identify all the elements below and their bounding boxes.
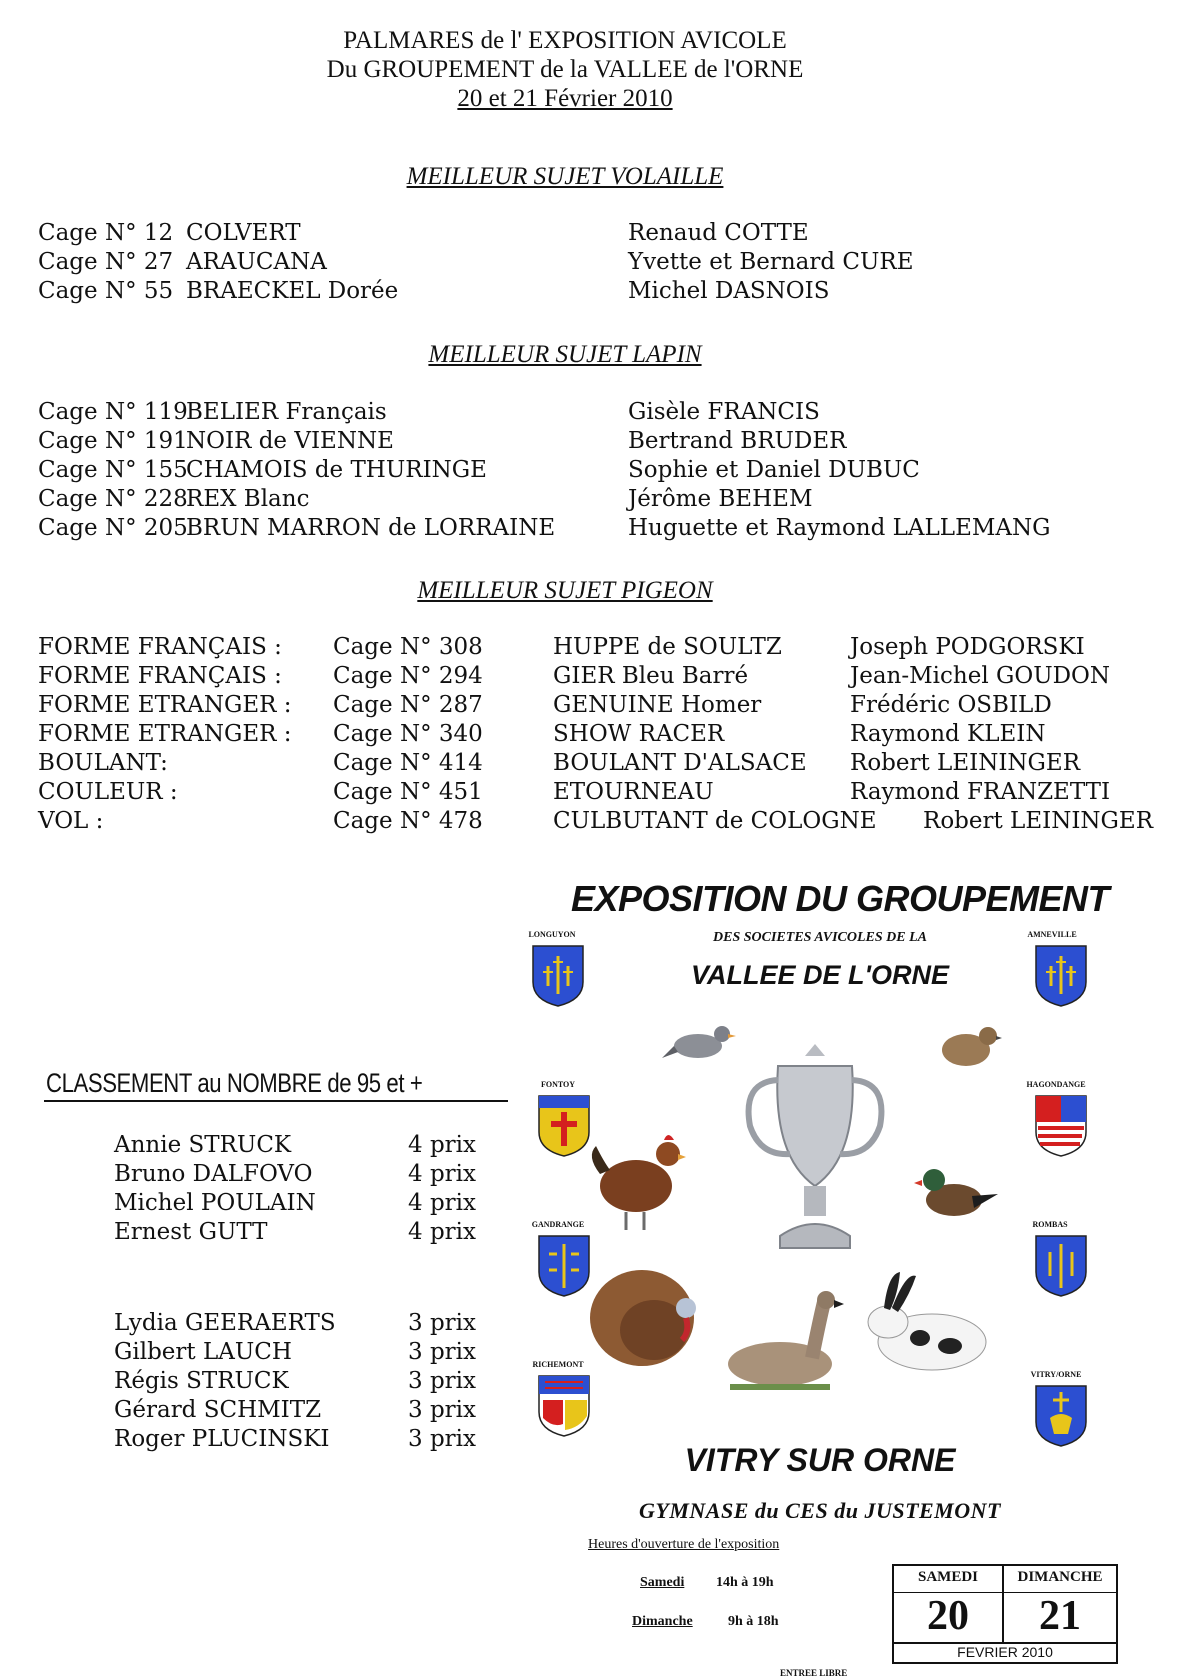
pigeon-icon (660, 1018, 740, 1068)
doc-title-line2: Du GROUPEMENT de la VALLEE de l'ORNE (326, 56, 804, 83)
quail-icon (930, 1020, 1006, 1072)
goose-icon (720, 1288, 850, 1398)
lapin-owner: Sophie et Daniel DUBUC (628, 457, 920, 483)
lapin-breed: BELIER Français (186, 399, 387, 425)
poster-vallee: VALLEE DE L'ORNE (691, 960, 949, 990)
volaille-breed: BRAECKEL Dorée (186, 278, 399, 304)
volaille-owner: Michel DASNOIS (628, 278, 830, 304)
prize-count: 3 prix (408, 1310, 476, 1336)
calendar-month: FEVRIER 2010 (957, 1644, 1053, 1660)
lapin-cage: Cage N° 205 (38, 515, 188, 541)
lapin-breed: BRUN MARRON de LORRAINE (186, 515, 556, 541)
crest-label-rombas: ROMBAS (1032, 1220, 1068, 1229)
doc-title-line1: PALMARES de l' EXPOSITION AVICOLE (343, 27, 787, 54)
lapin-breed: NOIR de VIENNE (186, 428, 394, 454)
volaille-cage: Cage N° 27 (38, 249, 174, 275)
exhibitor-name: Régis STRUCK (114, 1368, 289, 1394)
lapin-owner: Bertrand BRUDER (628, 428, 847, 454)
pigeon-cage: Cage N° 451 (333, 779, 483, 805)
calendar-num1: 20 (927, 1593, 969, 1639)
pigeon-cage: Cage N° 294 (333, 663, 483, 689)
prize-count: 4 prix (408, 1161, 476, 1187)
pigeon-cage: Cage N° 414 (333, 750, 483, 776)
prize-count: 3 prix (408, 1426, 476, 1452)
calendar-num2: 21 (1039, 1593, 1081, 1639)
lapin-breed: REX Blanc (186, 486, 310, 512)
lapin-breed: CHAMOIS de THURINGE (186, 457, 487, 483)
crest-label-gandrange: GANDRANGE (531, 1220, 585, 1229)
pigeon-cage: Cage N° 478 (333, 808, 483, 834)
pigeon-breed: CULBUTANT de COLOGNE (553, 808, 877, 834)
poster-town: VITRY SUR ORNE (684, 1442, 956, 1478)
pigeon-category: BOULANT: (38, 750, 168, 776)
poster-title: EXPOSITION DU GROUPEMENT (570, 878, 1110, 919)
pigeon-owner: Joseph PODGORSKI (850, 634, 1085, 660)
pigeon-category: COULEUR : (38, 779, 178, 805)
pigeon-cage: Cage N° 287 (333, 692, 483, 718)
section-title-volaille: MEILLEUR SUJET VOLAILLE (406, 163, 724, 190)
prize-count: 3 prix (408, 1368, 476, 1394)
calendar-day1: SAMEDI (917, 1569, 978, 1585)
lapin-owner: Gisèle FRANCIS (628, 399, 820, 425)
trophy-cup-icon (740, 1036, 890, 1266)
hen-icon (586, 1126, 696, 1236)
pigeon-category: FORME FRANÇAIS : (38, 663, 282, 689)
calendar-day2: DIMANCHE (1017, 1569, 1103, 1585)
prize-count: 3 prix (408, 1397, 476, 1423)
crest-label-vitry: VITRY/ORNE (1030, 1370, 1082, 1379)
volaille-breed: ARAUCANA (186, 249, 327, 275)
rabbit-icon (858, 1268, 998, 1378)
wood-duck-icon (912, 1160, 1002, 1230)
classement-title-wrap (46, 1068, 505, 1099)
crest-rombas-icon (1032, 1232, 1090, 1298)
lapin-owner: Huguette et Raymond LALLEMANG (628, 515, 1051, 541)
pigeon-category: FORME ETRANGER : (38, 692, 292, 718)
lapin-cage: Cage N° 155 (38, 457, 188, 483)
pigeon-cage: Cage N° 340 (333, 721, 483, 747)
section-title-pigeon: MEILLEUR SUJET PIGEON (417, 577, 713, 604)
pigeon-breed: GENUINE Homer (553, 692, 762, 718)
pigeon-owner: Raymond FRANZETTI (850, 779, 1111, 805)
pigeon-owner: Robert LEININGER (923, 808, 1154, 834)
exhibitor-name: Ernest GUTT (114, 1219, 268, 1245)
pigeon-category: VOL : (38, 808, 104, 834)
pigeon-owner: Jean-Michel GOUDON (850, 663, 1111, 689)
exhibition-poster (520, 868, 1140, 1680)
pigeon-category: FORME FRANÇAIS : (38, 634, 282, 660)
volaille-breed: COLVERT (186, 220, 301, 246)
prize-count: 4 prix (408, 1190, 476, 1216)
date-calendar-box (892, 1564, 1118, 1664)
pigeon-breed: GIER Bleu Barré (553, 663, 749, 689)
pigeon-owner: Robert LEININGER (850, 750, 1081, 776)
poster-hours-title: Heures d'ouverture de l'exposition (588, 1537, 780, 1552)
classement-underline (44, 1100, 508, 1102)
crest-fontoy-icon (535, 1092, 593, 1158)
crest-label-hagondange: HAGONDANGE (1026, 1080, 1086, 1089)
classement-title: CLASSEMENT au NOMBRE de 95 et + (46, 1068, 423, 1098)
pigeon-breed: BOULANT D'ALSACE (553, 750, 807, 776)
poster-dimanche-label: Dimanche (632, 1614, 693, 1629)
volaille-cage: Cage N° 12 (38, 220, 174, 246)
pigeon-cage: Cage N° 308 (333, 634, 483, 660)
pigeon-breed: ETOURNEAU (553, 779, 714, 805)
prize-count: 4 prix (408, 1219, 476, 1245)
lapin-owner: Jérôme BEHEM (628, 486, 813, 512)
exhibitor-name: Roger PLUCINSKI (114, 1426, 330, 1452)
lapin-cage: Cage N° 119 (38, 399, 188, 425)
exhibitor-name: Gérard SCHMITZ (114, 1397, 322, 1423)
prize-count: 4 prix (408, 1132, 476, 1158)
lapin-cage: Cage N° 191 (38, 428, 188, 454)
turkey-icon (582, 1260, 708, 1380)
poster-dimanche-hours: 9h à 18h (728, 1614, 779, 1629)
crest-label-amneville: AMNEVILLE (1027, 930, 1077, 939)
pigeon-owner: Raymond KLEIN (850, 721, 1046, 747)
exhibitor-name: Michel POULAIN (114, 1190, 316, 1216)
pigeon-category: FORME ETRANGER : (38, 721, 292, 747)
pigeon-breed: SHOW RACER (553, 721, 725, 747)
doc-title-date: 20 et 21 Février 2010 (457, 85, 673, 112)
prize-count: 3 prix (408, 1339, 476, 1365)
crest-hagondange-icon (1032, 1092, 1090, 1158)
poster-subtitle: DES SOCIETES AVICOLES DE LA (713, 930, 927, 945)
crest-vitry-icon (1032, 1382, 1090, 1448)
crest-label-richemont: RICHEMONT (532, 1360, 584, 1369)
exhibitor-name: Lydia GEERAERTS (114, 1310, 336, 1336)
poster-entry: ENTREE LIBRE (780, 1668, 848, 1678)
exhibitor-name: Gilbert LAUCH (114, 1339, 292, 1365)
volaille-owner: Renaud COTTE (628, 220, 809, 246)
exhibitor-name: Annie STRUCK (114, 1132, 292, 1158)
volaille-owner: Yvette et Bernard CURE (628, 249, 914, 275)
pigeon-breed: HUPPE de SOULTZ (553, 634, 782, 660)
crest-label-fontoy: FONTOY (540, 1080, 576, 1089)
exhibitor-name: Bruno DALFOVO (114, 1161, 313, 1187)
section-title-lapin: MEILLEUR SUJET LAPIN (428, 341, 702, 368)
poster-samedi-hours: 14h à 19h (716, 1575, 774, 1590)
poster-venue: GYMNASE du CES du JUSTEMONT (639, 1498, 1001, 1523)
lapin-cage: Cage N° 228 (38, 486, 188, 512)
pigeon-owner: Frédéric OSBILD (850, 692, 1052, 718)
crest-amneville-icon (1032, 942, 1090, 1008)
crest-label-longuyon: LONGUYON (528, 930, 576, 939)
poster-samedi-label: Samedi (640, 1575, 685, 1590)
crest-richemont-icon (535, 1372, 593, 1438)
crest-longuyon-icon (529, 942, 587, 1008)
volaille-cage: Cage N° 55 (38, 278, 174, 304)
